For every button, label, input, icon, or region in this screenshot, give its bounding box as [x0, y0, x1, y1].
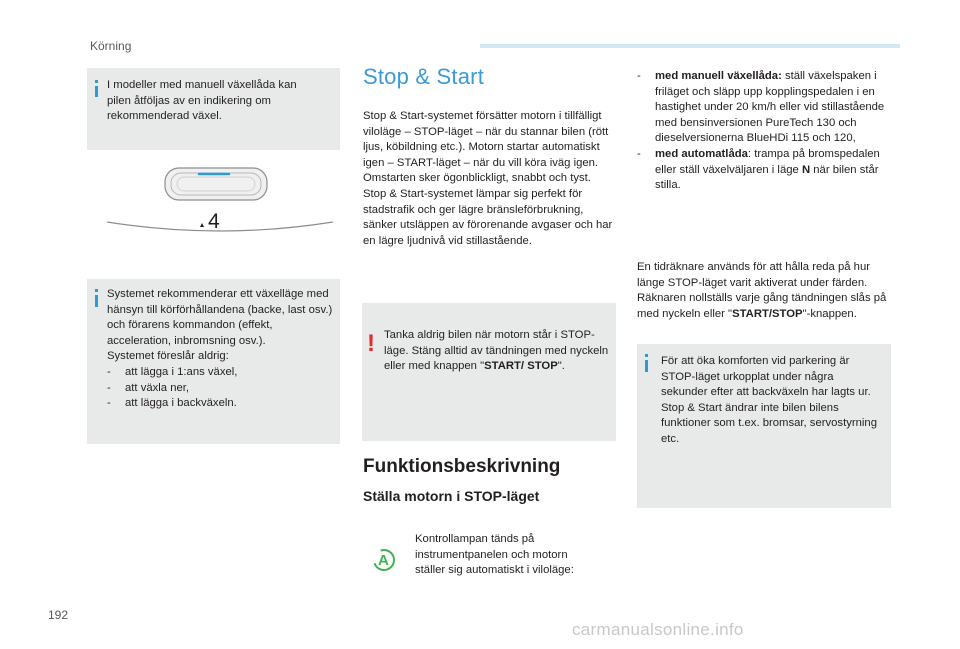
warning-icon: ! [367, 330, 375, 357]
info-icon-dot [645, 354, 648, 357]
list-item-automatic: - med automatlåda: trampa på bromspedalen eller ställ växelväljaren i läge N när bilen står stilla. [637, 147, 880, 192]
info-icon [95, 295, 98, 307]
info-text-manual-gearbox: I modeller med manuell växellåda kan pilen åtföljas av en indikering om rekommenderad växel. [107, 79, 297, 123]
info-icon-dot [95, 80, 98, 83]
intro-paragraph-2: Stop & Start-systemet lämpar sig perfekt för stadstrafik och ger lägre bränsleförbrukning, sänker utsläppen av förorenande avgaser och har en lägre ljudnivå vid stillastående. [363, 187, 613, 247]
warning-box-refuel [362, 303, 616, 441]
header-rule [480, 44, 900, 48]
info-text-parking: För att öka komforten vid parkering är STOP-läget urkopplat under några sekunder efter att backväxeln har lagts ur. Stop & Start ändrar inte bilen bilens funktioner som t.ex. bromsar, servostyrning etc. [661, 355, 877, 445]
intro-text [363, 109, 615, 249]
info-icon-dot [95, 289, 98, 292]
list-item: - att lägga i 1:ans växel, [107, 365, 238, 378]
section-label: Körning [90, 39, 132, 53]
lamp-description: Kontrollampan tänds på instrumentpanelen och motorn ställer sig automatiskt i viloläge: [415, 533, 574, 577]
list-item: - att lägga i backväxeln. [107, 397, 237, 410]
info-paragraph: Systemet rekommenderar ett växelläge med hänsyn till körförhållandena (backe, last osv.) och förarens kommandon (effekt, acceleration, inbromsning osv.). [107, 288, 333, 347]
intro-paragraph-1: Stop & Start-systemet försätter motorn i tillfälligt viloläge – STOP-läget – när du stannar bilen (rött ljus, köbildning etc.). Motorn startar automatiskt igen – START-läget – när du vill köra iväg igen. Omstarten sker ögonblickligt, snabbt och tyst. [363, 110, 609, 185]
warning-text: Tanka aldrig bilen när motorn står i STOP-läge. Stäng alltid av tändningen med nyckeln eller med knappen "START/ STOP". [384, 329, 609, 373]
list-item-manual: - med manuell växellåda: ställ växelspaken i friläget och släpp upp kopplingspedalen i en hastighet under 20 km/h eller vid stillastående med bensinversionen PureTech 130 och dieselversionerna BlueHDi 115 och 120, [637, 70, 885, 145]
recommended-gear-digit: 4 [208, 210, 220, 233]
subsection-heading: Ställa motorn i STOP-läget [363, 488, 540, 504]
lamp-letter: A [378, 552, 389, 569]
page-number: 192 [48, 608, 69, 622]
info-icon [95, 86, 98, 97]
gear-indicator-icon [105, 165, 335, 245]
info-box-parking [637, 344, 891, 508]
stop-conditions-list [637, 69, 892, 194]
timer-paragraph: En tidräknare används för att hålla reda på hur länge STOP-läget varit aktiverat under färden. Räknaren nollställs varje gång tändningen slås på med nyckeln eller "START/STOP"-knappen. [637, 261, 887, 320]
info-box-manual-gearbox [87, 68, 340, 150]
list-item: - att växla ner, [107, 381, 190, 394]
page-title: Stop & Start [363, 64, 485, 89]
info-text-gear-recommendation [107, 287, 337, 412]
info-box-gear-recommendation [87, 279, 340, 444]
watermark: carmanualsonline.info [572, 620, 744, 639]
stop-start-warning-lamp-icon [370, 546, 398, 574]
info-list-intro: Systemet föreslår aldrig: [107, 350, 229, 363]
gear-shift-indicator-illustration [105, 165, 335, 245]
info-icon [645, 360, 648, 372]
section-heading: Funktionsbeskrivning [363, 456, 561, 477]
